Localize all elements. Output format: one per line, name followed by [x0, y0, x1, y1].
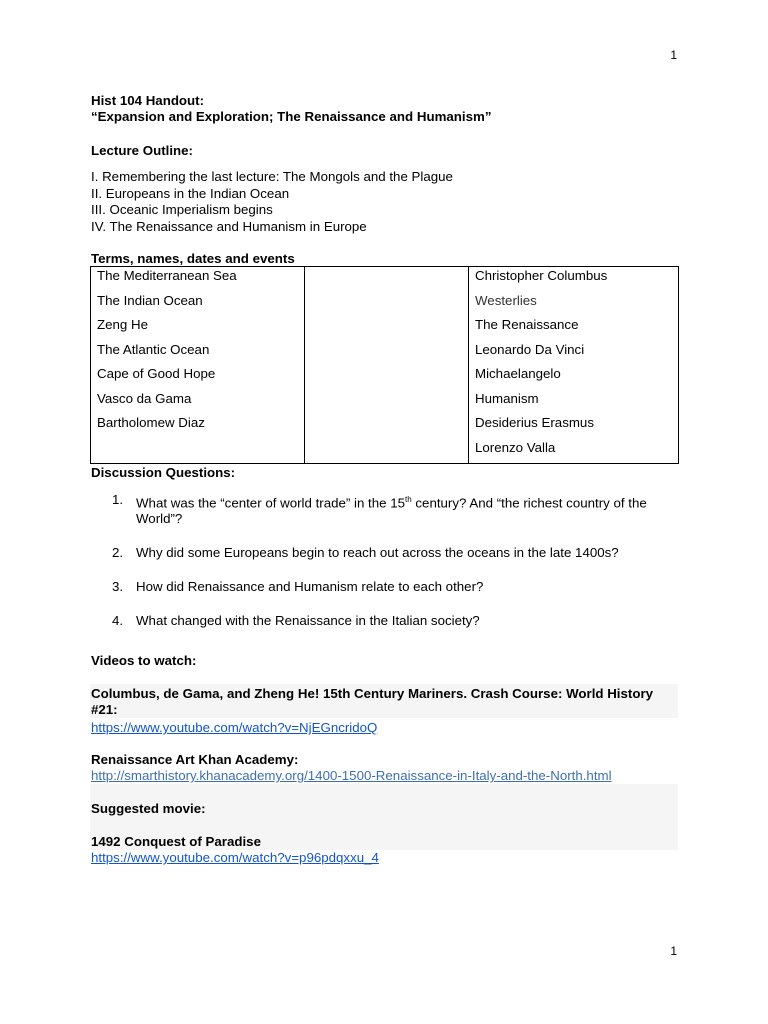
- term-cell: Zeng He: [97, 317, 148, 332]
- discussion-question: [112, 492, 678, 527]
- term-cell: The Mediterranean Sea: [97, 268, 237, 283]
- term-cell: Desiderius Erasmus: [475, 415, 594, 430]
- terms-table: [90, 266, 679, 464]
- outline-item: II. Europeans in the Indian Ocean: [91, 185, 290, 201]
- title-line-1: Hist 104 Handout:: [91, 93, 205, 108]
- movie-link[interactable]: https://www.youtube.com/watch?v=p96pdqxxu_4: [91, 850, 379, 865]
- terms-right-column: [469, 267, 679, 464]
- question-text: How did Renaissance and Humanism relate to each other?: [136, 579, 484, 595]
- discussion-heading: Discussion Questions:: [91, 465, 236, 480]
- terms-middle-column: [305, 267, 469, 464]
- discussion-question: [112, 579, 678, 595]
- term-cell: The Renaissance: [475, 317, 579, 332]
- term-cell: Humanism: [475, 390, 539, 406]
- outline-heading: Lecture Outline:: [91, 143, 193, 158]
- term-cell: Vasco da Gama: [97, 390, 192, 406]
- movie-heading: Suggested movie:: [91, 801, 206, 816]
- title-line-2: “Expansion and Exploration; The Renaissance and Humanism”: [91, 109, 492, 124]
- page-number-bottom: 1: [670, 944, 677, 958]
- question-number: 3.: [112, 579, 124, 595]
- outline-list: [91, 169, 453, 235]
- term-cell: Westerlies: [475, 292, 537, 308]
- term-cell: Christopher Columbus: [475, 268, 608, 283]
- term-cell: Bartholomew Diaz: [97, 415, 205, 430]
- discussion-question: [112, 545, 678, 561]
- outline-item: III. Oceanic Imperialism begins: [91, 202, 273, 217]
- outline-item: I. Remembering the last lecture: The Mongols and the Plague: [91, 169, 453, 184]
- term-cell: Leonardo Da Vinci: [475, 341, 585, 357]
- outline-item: IV. The Renaissance and Humanism in Europe: [91, 218, 367, 234]
- question-number: 1.: [112, 492, 124, 507]
- terms-heading: Terms, names, dates and events: [91, 251, 295, 266]
- term-cell: Cape of Good Hope: [97, 366, 216, 381]
- movie-title: 1492 Conquest of Paradise: [91, 834, 261, 849]
- videos-heading: Videos to watch:: [91, 653, 197, 668]
- question-text: What changed with the Renaissance in the Italian society?: [136, 613, 480, 629]
- term-cell: Lorenzo Valla: [475, 439, 556, 455]
- discussion-list: [112, 492, 678, 647]
- page-number-top: 1: [670, 48, 677, 62]
- handout-title: [91, 93, 491, 125]
- term-cell: Michaelangelo: [475, 366, 561, 381]
- term-cell: The Indian Ocean: [97, 292, 203, 308]
- video2-link[interactable]: http://smarthistory.khanacademy.org/1400-1500-Renaissance-in-Italy-and-the-North.html: [91, 768, 612, 783]
- question-text: Why did some Europeans begin to reach out across the oceans in the late 1400s?: [136, 545, 619, 561]
- question-text: What was the “center of world trade” in the 15th century? And “the richest country of the World”?: [136, 495, 647, 527]
- question-number: 4.: [112, 613, 124, 629]
- video1-title: Columbus, de Gama, and Zheng He! 15th Century Mariners. Crash Course: World History #21:: [91, 686, 654, 717]
- term-cell: The Atlantic Ocean: [97, 341, 210, 357]
- discussion-question: [112, 613, 678, 629]
- question-number: 2.: [112, 545, 124, 561]
- terms-left-column: [91, 267, 305, 464]
- video1-link[interactable]: https://www.youtube.com/watch?v=NjEGncridoQ: [91, 720, 378, 735]
- superscript: th: [405, 495, 412, 504]
- video2-title: Renaissance Art Khan Academy:: [91, 752, 299, 767]
